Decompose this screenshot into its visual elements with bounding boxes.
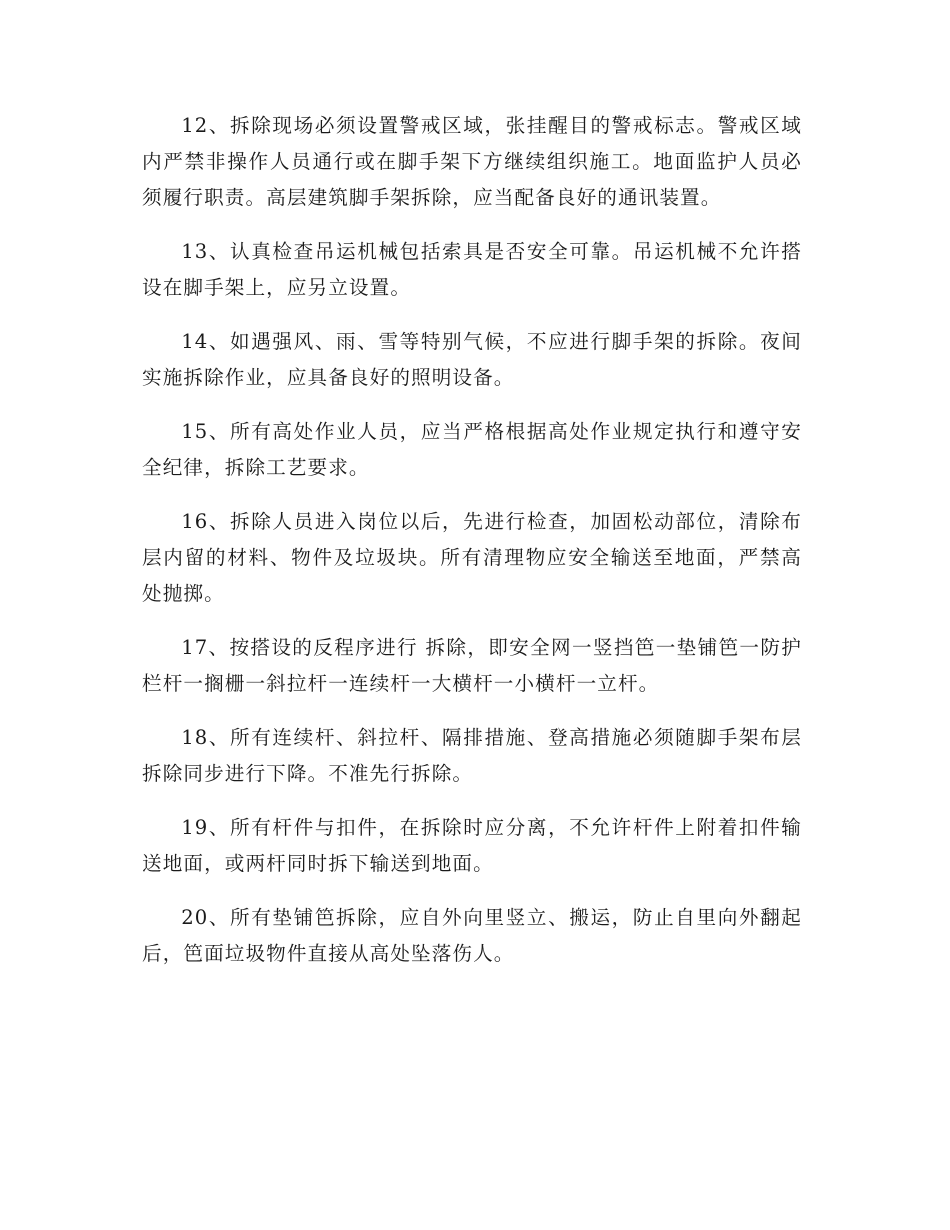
paragraph-19: 19、所有杆件与扣件，在拆除时应分离，不允许杆件上附着扣件输送地面，或两杆同时拆下输送到地面。 [142,816,802,875]
document-body [142,108,802,990]
paragraph-14: 14、如遇强风、雨、雪等特别气候，不应进行脚手架的拆除。夜间实施拆除作业，应具备良好的照明设备。 [142,330,802,389]
paragraph-13: 13、认真检查吊运机械包括索具是否安全可靠。吊运机械不允许搭设在脚手架上，应另立设置。 [142,240,802,299]
paragraph-17: 17、按搭设的反程序进行 拆除，即安全网一竖挡笆一垫铺笆一防护栏杆一搁栅一斜拉杆一连续杆一大横杆一小横杆一立杆。 [142,636,802,695]
paragraph-15: 15、所有高处作业人员，应当严格根据高处作业规定执行和遵守安全纪律，拆除工艺要求。 [142,420,802,479]
paragraph-18: 18、所有连续杆、斜拉杆、隔排措施、登高措施必须随脚手架布层拆除同步进行下降。不准先行拆除。 [142,726,802,785]
paragraph-20: 20、所有垫铺笆拆除，应自外向里竖立、搬运，防止自里向外翻起后，笆面垃圾物件直接从高处坠落伤人。 [142,906,802,965]
paragraph-16: 16、拆除人员进入岗位以后，先进行检查，加固松动部位，清除布层内留的材料、物件及垃圾块。所有清理物应安全输送至地面，严禁高处抛掷。 [142,510,802,605]
paragraph-12: 12、拆除现场必须设置警戒区域，张挂醒目的警戒标志。警戒区域内严禁非操作人员通行或在脚手架下方继续组织施工。地面监护人员必须履行职责。高层建筑脚手架拆除，应当配备良好的通讯装置。 [142,114,802,209]
